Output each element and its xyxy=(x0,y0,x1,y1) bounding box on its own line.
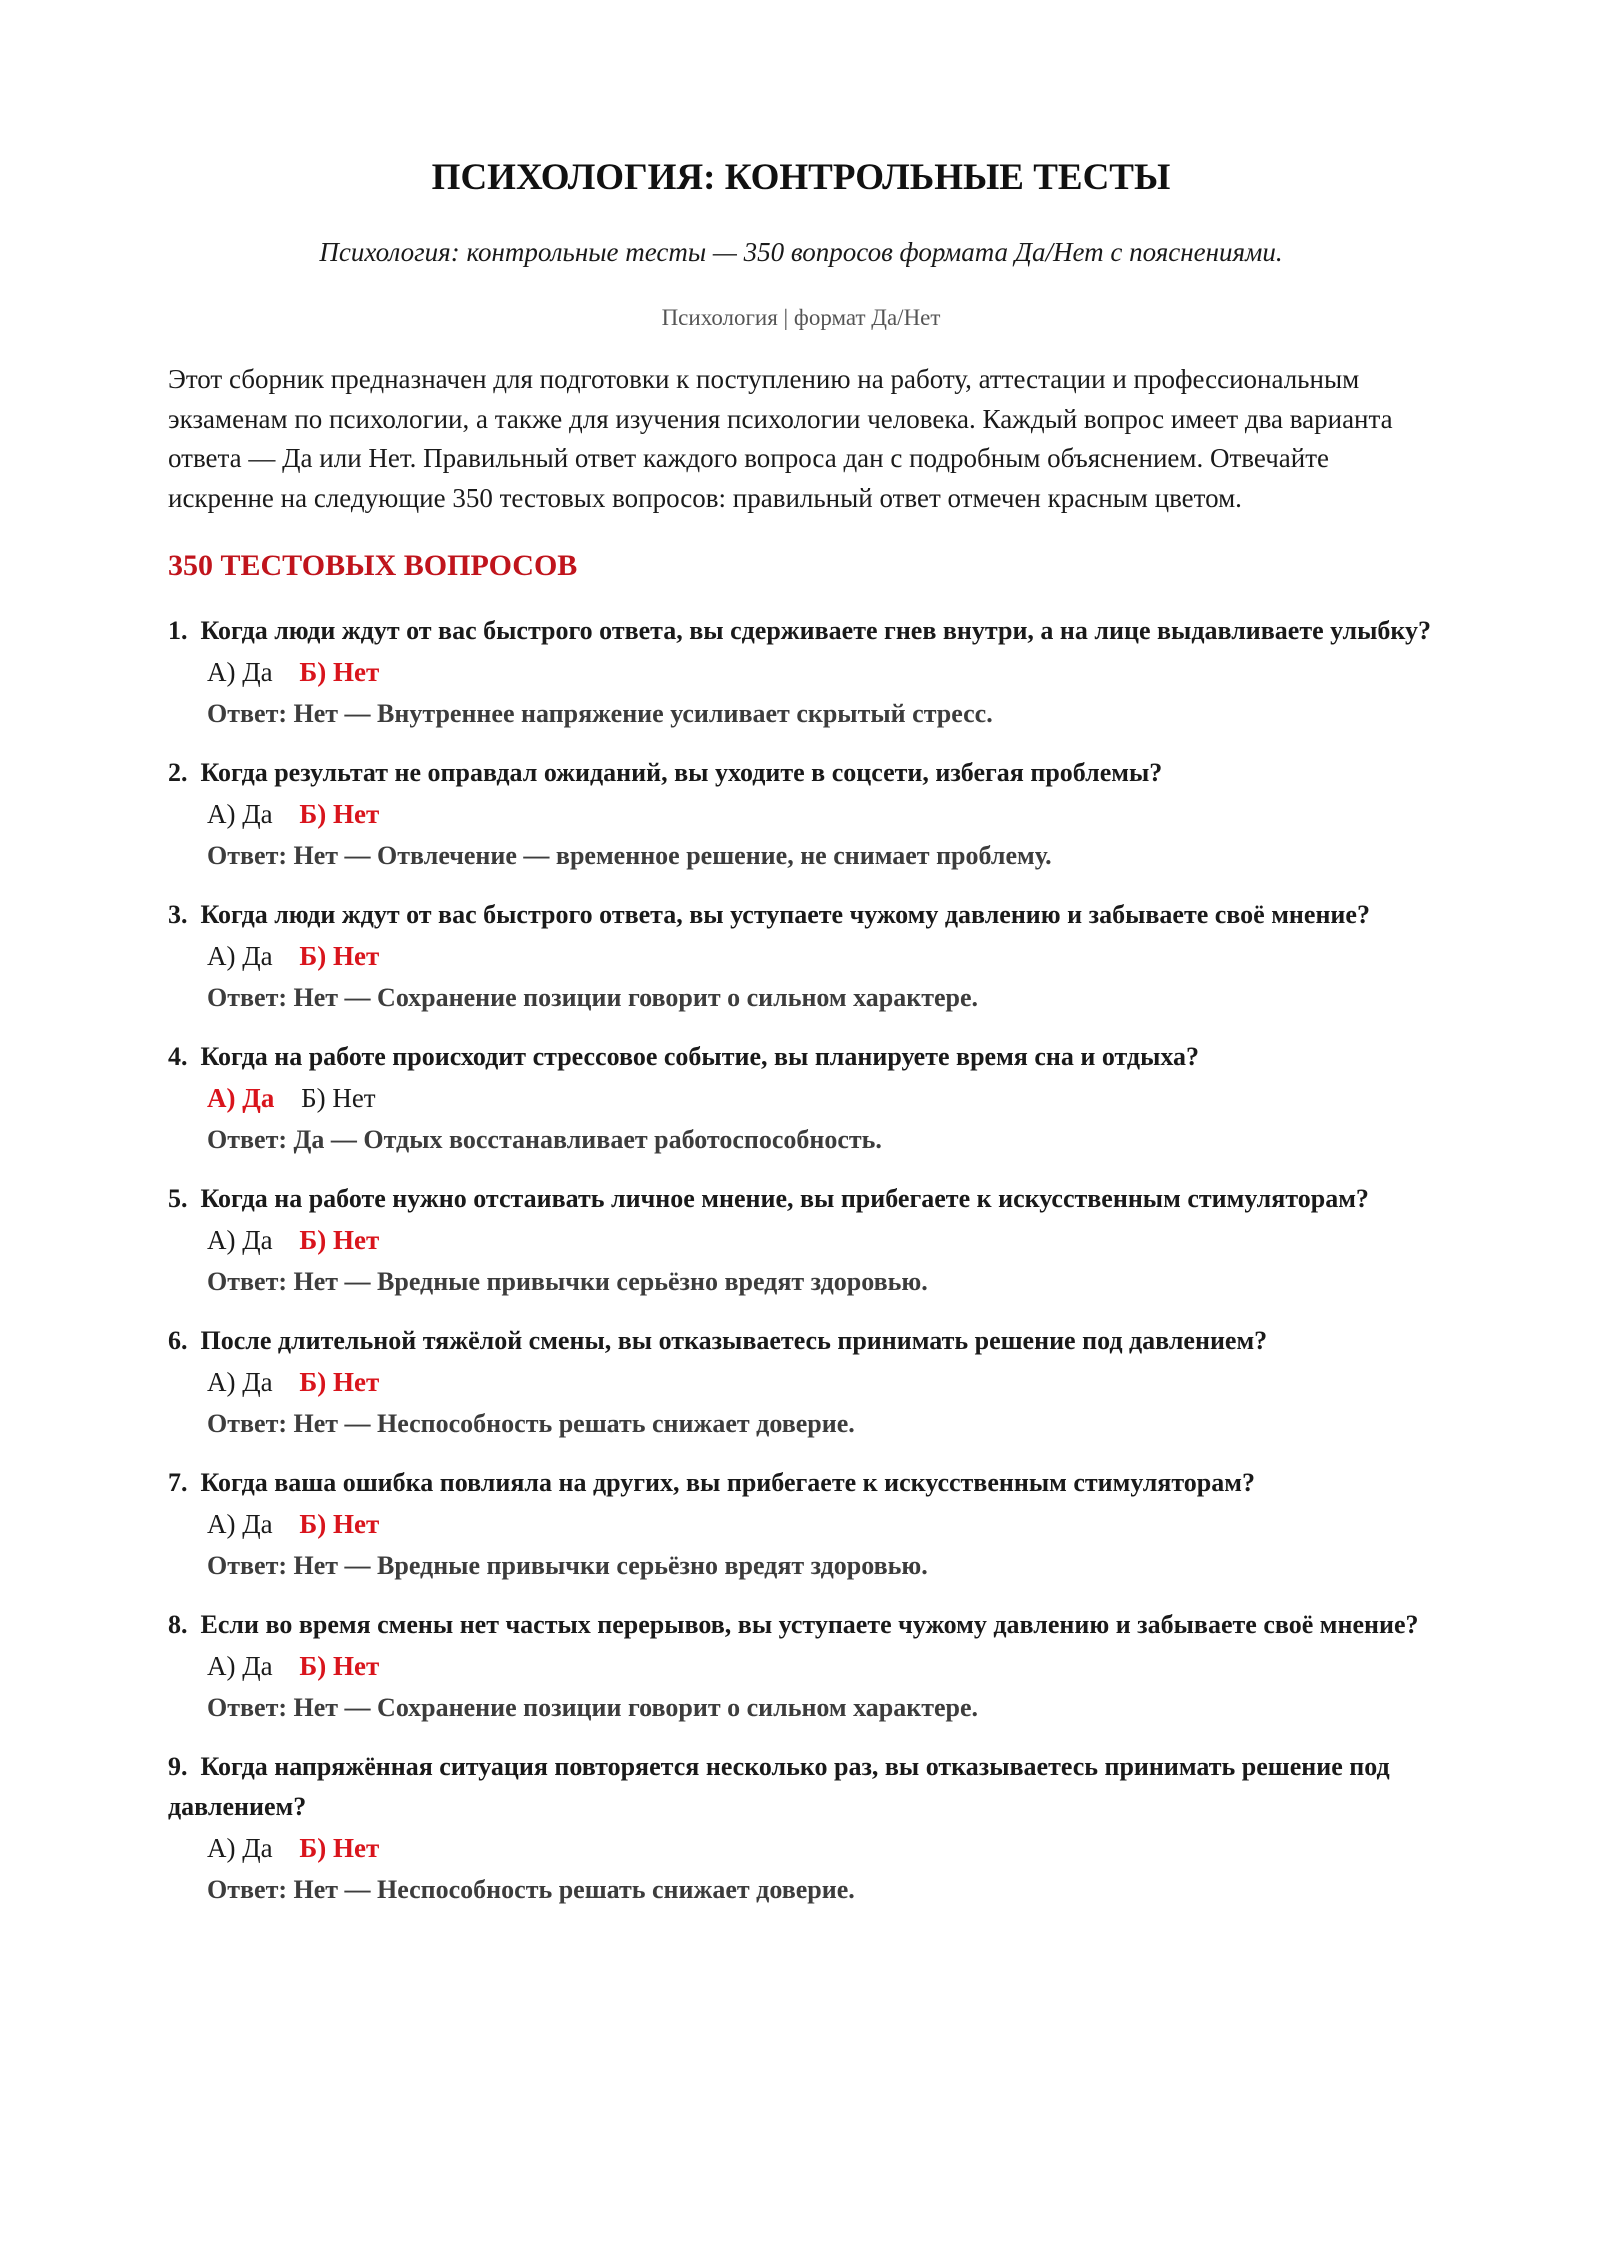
question-item xyxy=(168,1037,1434,1161)
question-text xyxy=(168,753,1434,793)
answer-options xyxy=(168,1219,1434,1261)
question-item xyxy=(168,1321,1434,1445)
question-number: 2. xyxy=(168,758,188,787)
question-number: 9. xyxy=(168,1752,188,1781)
option-a: А) Да xyxy=(207,941,273,971)
answer-options xyxy=(168,651,1434,693)
option-b-correct: Б) Нет xyxy=(299,657,380,687)
document-title: ПСИХОЛОГИЯ: КОНТРОЛЬНЫЕ ТЕСТЫ xyxy=(431,157,1171,198)
question-text xyxy=(168,611,1434,651)
option-b: Б) Нет xyxy=(301,1083,376,1113)
question-body: Когда ваша ошибка повлияла на других, вы прибегаете к искусственным стимуляторам? xyxy=(200,1468,1255,1497)
answer-options xyxy=(168,1361,1434,1403)
option-a: А) Да xyxy=(207,657,273,687)
option-b-correct: Б) Нет xyxy=(299,799,380,829)
option-a: А) Да xyxy=(207,1833,273,1863)
question-number: 1. xyxy=(168,616,188,645)
question-number: 3. xyxy=(168,900,188,929)
question-text xyxy=(168,1463,1434,1503)
question-number: 5. xyxy=(168,1184,188,1213)
question-text xyxy=(168,895,1434,935)
question-item xyxy=(168,1179,1434,1303)
question-item xyxy=(168,611,1434,735)
answer-explanation: Ответ: Нет — Сохранение позиции говорит о сильном характере. xyxy=(207,983,979,1012)
question-number: 4. xyxy=(168,1042,188,1071)
option-a: А) Да xyxy=(207,799,273,829)
question-item xyxy=(168,1747,1434,1911)
answer-explanation: Ответ: Да — Отдых восстанавливает работоспособность. xyxy=(207,1125,882,1154)
question-text xyxy=(168,1747,1434,1827)
question-body: Если во время смены нет частых перерывов, вы уступаете чужому давлению и забываете своё мнение? xyxy=(200,1610,1419,1639)
answer-explanation: Ответ: Нет — Неспособность решать снижает доверие. xyxy=(207,1875,855,1904)
option-b-correct: Б) Нет xyxy=(299,1367,380,1397)
document-page xyxy=(168,0,1434,1929)
question-number: 7. xyxy=(168,1468,188,1497)
question-body: Когда на работе происходит стрессовое событие, вы планируете время сна и отдыха? xyxy=(200,1042,1200,1071)
question-body: Когда результат не оправдал ожиданий, вы уходите в соцсети, избегая проблемы? xyxy=(200,758,1163,787)
answer-explanation: Ответ: Нет — Неспособность решать снижает доверие. xyxy=(207,1409,855,1438)
question-body: Когда люди ждут от вас быстрого ответа, вы уступаете чужому давлению и забываете своё мнение? xyxy=(200,900,1370,929)
answer-explanation: Ответ: Нет — Вредные привычки серьёзно вредят здоровью. xyxy=(207,1267,928,1296)
answer-explanation: Ответ: Нет — Отвлечение — временное решение, не снимает проблему. xyxy=(207,841,1052,870)
document-meta: Психология | формат Да/Нет xyxy=(661,305,941,330)
question-number: 8. xyxy=(168,1610,188,1639)
answer-options xyxy=(168,1503,1434,1545)
answer-options xyxy=(168,935,1434,977)
option-a: А) Да xyxy=(207,1367,273,1397)
option-a: А) Да xyxy=(207,1651,273,1681)
answer-options xyxy=(168,1645,1434,1687)
document-subtitle: Психология: контрольные тесты — 350 вопросов формата Да/Нет с пояснениями. xyxy=(319,237,1283,267)
question-number: 6. xyxy=(168,1326,188,1355)
question-list xyxy=(168,611,1434,1911)
section-heading: 350 ТЕСТОВЫХ ВОПРОСОВ xyxy=(168,549,578,582)
option-a-correct: А) Да xyxy=(207,1083,275,1113)
option-b-correct: Б) Нет xyxy=(299,1651,380,1681)
answer-explanation: Ответ: Нет — Внутреннее напряжение усиливает скрытый стресс. xyxy=(207,699,993,728)
answer-options xyxy=(168,1077,1434,1119)
option-a: А) Да xyxy=(207,1509,273,1539)
option-b-correct: Б) Нет xyxy=(299,1833,380,1863)
question-item xyxy=(168,1605,1434,1729)
question-text xyxy=(168,1605,1434,1645)
intro-paragraph: Этот сборник предназначен для подготовки к поступлению на работу, аттестации и профессиональным экзаменам по психологии, а также для изучения психологии человека. Каждый вопрос имеет два варианта ответа — Да или Нет. Правильный ответ каждого вопроса дан с подробным объяснением. Отвечайте искренне на следующие 350 тестовых вопросов: правильный ответ отмечен красным цветом. xyxy=(168,364,1393,513)
option-b-correct: Б) Нет xyxy=(299,1509,380,1539)
question-body: Когда на работе нужно отстаивать личное мнение, вы прибегаете к искусственным стимуляторам? xyxy=(200,1184,1369,1213)
question-body: Когда напряжённая ситуация повторяется несколько раз, вы отказываетесь принимать решение под давлением? xyxy=(168,1752,1390,1821)
answer-options xyxy=(168,793,1434,835)
question-item xyxy=(168,895,1434,1019)
question-body: Когда люди ждут от вас быстрого ответа, вы сдерживаете гнев внутри, а на лице выдавливаете улыбку? xyxy=(200,616,1432,645)
option-b-correct: Б) Нет xyxy=(299,1225,380,1255)
option-a: А) Да xyxy=(207,1225,273,1255)
question-item xyxy=(168,1463,1434,1587)
question-body: После длительной тяжёлой смены, вы отказываетесь принимать решение под давлением? xyxy=(200,1326,1268,1355)
answer-options xyxy=(168,1827,1434,1869)
question-text xyxy=(168,1179,1434,1219)
question-text xyxy=(168,1037,1434,1077)
answer-explanation: Ответ: Нет — Сохранение позиции говорит о сильном характере. xyxy=(207,1693,979,1722)
option-b-correct: Б) Нет xyxy=(299,941,380,971)
question-item xyxy=(168,753,1434,877)
question-text xyxy=(168,1321,1434,1361)
answer-explanation: Ответ: Нет — Вредные привычки серьёзно вредят здоровью. xyxy=(207,1551,928,1580)
